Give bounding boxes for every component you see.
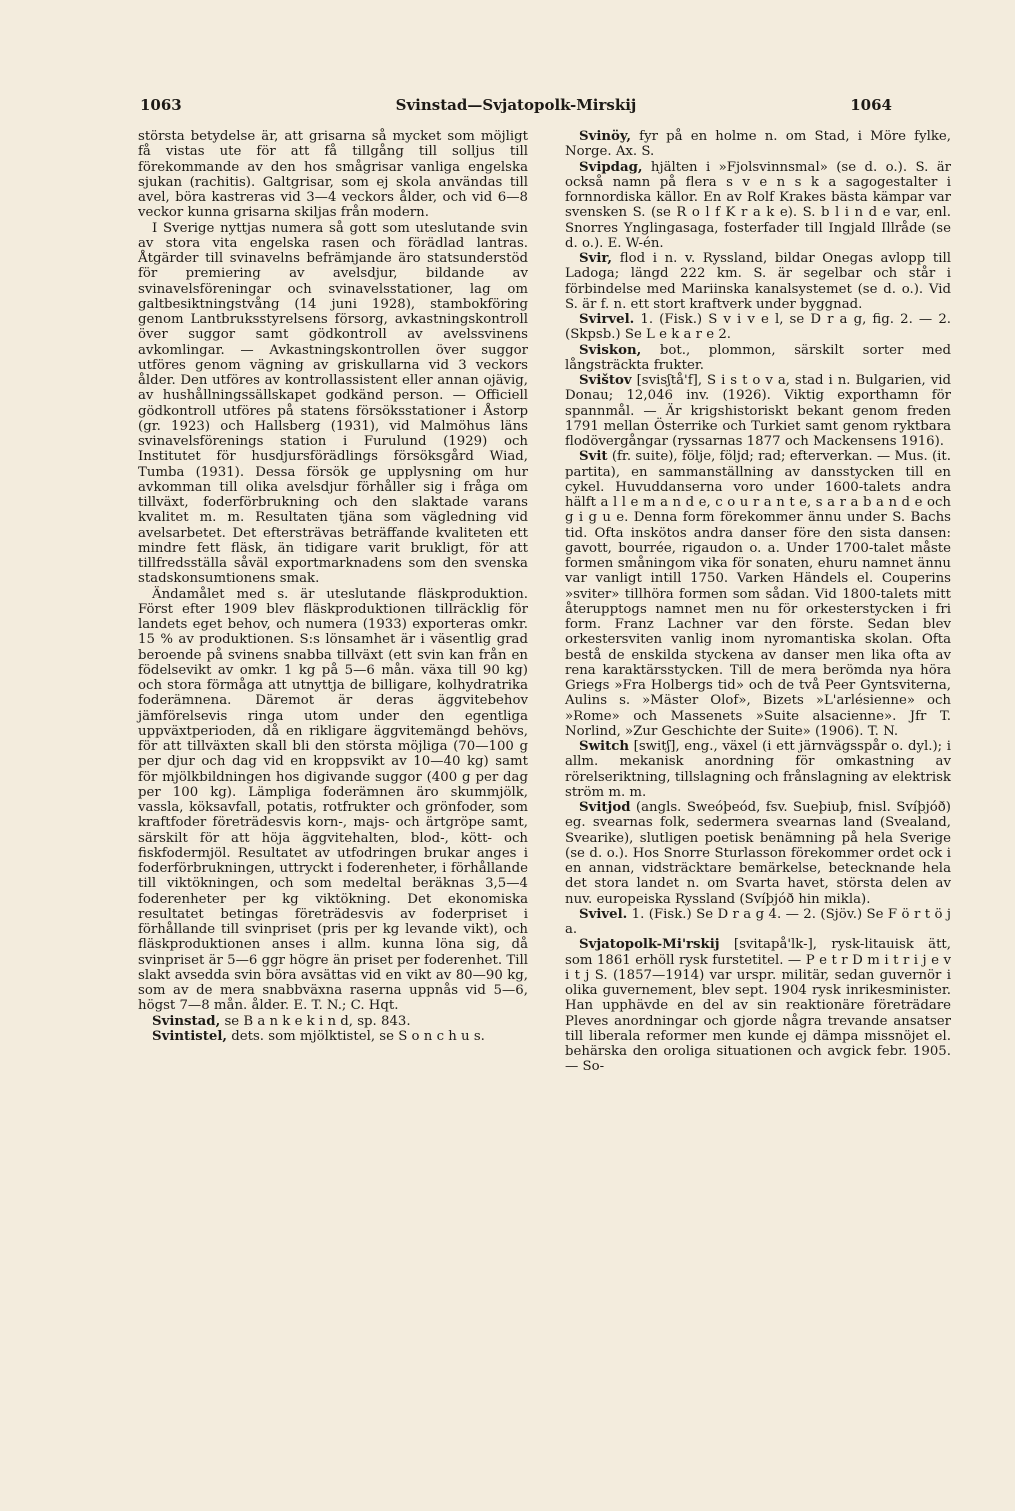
entry-text: bot., plommon, särskilt sorter med långsträckta frukter. bbox=[565, 342, 951, 373]
running-title: Svinstad—Svjatopolk-Mirskij bbox=[395, 96, 637, 114]
entry-text: 1. (Fisk.) S v i v e l, se D r a g, fig. 2. — 2. (Skpsb.) Se L e k a r e 2. bbox=[565, 312, 951, 343]
entry-text: (angls. Sweóþeód, fsv. Sueþiuþ, fnisl. Svíþjóð) eg. svearnas folk, sedermera svearnas land (Svealand, Svearike), slutligen poetisk benämning på hela Sverige (se d. o.). Hos Snorre Sturlasson förekommer ordet ock i en annan, vidsträcktare bemärkelse, betecknande hela det stora landet n. om Svarta havet, största delen av nuv. europeiska Ryssland (Svíþjóð hin mikla). bbox=[565, 800, 951, 907]
entry-headword: Svirvel. bbox=[579, 312, 635, 327]
entry-svit bbox=[565, 449, 951, 739]
page-header bbox=[140, 96, 892, 120]
entry-svistov bbox=[565, 373, 951, 449]
entry-headword: Svinstad, bbox=[152, 1013, 221, 1029]
entry-text: fyr på en holme n. om Stad, i Möre fylke, Norge. Ax. S. bbox=[565, 129, 951, 160]
entry-text: 1. (Fisk.) Se D r a g 4. — 2. (Sjöv.) Se F ö r t ö j a. bbox=[565, 906, 951, 937]
entry-text: se B a n k e k i n d, sp. 843. bbox=[220, 1013, 411, 1029]
entry-svinstad bbox=[138, 1014, 528, 1029]
entry-svitjod bbox=[565, 800, 951, 907]
paragraph bbox=[138, 221, 528, 587]
entry-svipdag bbox=[565, 160, 951, 252]
right-column bbox=[565, 129, 951, 1075]
entry-headword: Svir, bbox=[579, 251, 613, 266]
entry-sviskon bbox=[565, 343, 951, 374]
entry-headword: Switch bbox=[579, 739, 630, 754]
entry-svir bbox=[565, 251, 951, 312]
paragraph bbox=[138, 129, 528, 221]
entry-svinoy bbox=[565, 129, 951, 160]
entry-headword: Svitjod bbox=[579, 800, 631, 815]
paragraph bbox=[138, 587, 528, 1014]
entry-headword: Svintistel, bbox=[152, 1028, 228, 1044]
entry-headword: Svištov bbox=[579, 373, 632, 388]
paragraph-text: I Sverige nyttjas numera så gott som uteslutande svin av stora vita engelska rasen och förädlad lantras. Åtgärder till svinavelns befrämjande äro statsunderstöd för premiering av avelsdjur, bildande av svinavelsföreningar och svinavelsstationer, lag om galtbesiktningstvång (14 juni 1928), stambokföring genom Lantbruksstyrelsens försorg, avkastningskontroll över suggor samt gödkontroll av avelssvinens avkomlingar. — Avkastningskontrollen över suggor utföres genom vägning av griskullarna vid 3 veckors ålder. Den utföres av kontrollassistent eller annan ojävig, av hushållningssällskapet godkänd person. — Officiell gödkontroll utföres på statens försöksstationer i Åstorp (gr. 1923) och Hallsberg (1931), vid Malmöhus läns svinavelsförenings station i Furulund (1929) och Institutet för husdjursförädlings försöksgård Wiad, Tumba (1931). Dessa försök ge upplysning om hur avkomman till olika avelsdjur förhåller sig i fråga om tillväxt, foderförbrukning och den slaktade varans kvalitet m. m. Resultaten tjäna som vägledning vid avelsarbetet. Det eftersträvas beträffande kvaliteten ett mindre fett fläsk, än tidigare varit brukligt, för att tillfredsställa såväl exportmarknadens som den svenska stadskonsumtionens smak. bbox=[138, 220, 528, 587]
entry-svjatopolk-mirskij bbox=[565, 937, 951, 1074]
entry-svivel bbox=[565, 907, 951, 938]
entry-svintistel bbox=[138, 1029, 528, 1044]
entry-headword: Svjatopolk-Mi'rskij bbox=[579, 937, 720, 953]
page-number-right: 1064 bbox=[850, 96, 892, 114]
entry-text: (fr. suite), följe, följd; rad; efterverkan. — Mus. (it. partita), en sammanställning av dansstycken till en cykel. Huvuddanserna voro under 1600-talets andra hälft a l l e m a n d e, c o u r a n t e, s a r a b a n d e och g i g u e. Denna form förekommer ännu under S. Bachs tid. Ofta inskötos andra danser före den sista dansen: gavott, bourrée, rigaudon o. a. Under 1700-talet måste formen småningom vika för sonaten, ehuru namnet ännu var vanligt intill 1750. Varken Händels el. Couperins »sviter» tillhöra formen som sådan. Vid 1800-talets mitt återupptogs namnet men nu för orkesterstycken i fri form. Franz Lachner var den förste. Sedan blev orkestersviten vanlig inom nyromantiska skolan. Ofta bestå de enskilda styckena av danser men lika ofta av rena karaktärsstycken. Till de mera berömda nya höra Griegs »Fra Holbergs tid» och de två Peer Gyntsviterna, Aulins s. »Mäster Olof», Bizets »L'arlésienne» och »Rome» och Massenets »Suite alsacienne». Jfr T. Norlind, »Zur Geschichte der Suite» (1906). T. N. bbox=[565, 449, 951, 739]
entry-text: flod i n. v. Ryssland, bildar Onegas avlopp till Ladoga; längd 222 km. S. är segelbar och står i förbindelse med Mariinska kanalsystemet (se d. o.). Vid S. är f. n. ett stort kraftverk under byggnad. bbox=[565, 251, 951, 312]
entry-text: [svitapå'lk-], rysk-litauisk ätt, som 1861 erhöll rysk furstetitel. — P e t r D m i t r i j e v i t j S. (1857—1914) var urspr. militär, sedan guvernör i olika guvernement, blev sept. 1904 rysk inrikesminister. Han upphävde en del av sin reaktionäre företrädare Pleves anordningar och gjorde några trevande ansatser till liberala reformer men kunde ej dämpa missnöjet el. behärska den oroliga situationen och avgick febr. 1905. — So- bbox=[565, 937, 951, 1075]
entry-text: hjälten i »Fjolsvinnsmal» (se d. o.). S. är också namn på flera s v e n s k a sagogestalter i fornnordiska källor. En av Rolf Krakes bästa kämpar var svensken S. (se R o l f K r a k e). S. b l i n d e var, enl. Snorres Ynglingasaga, fosterfader till Ingjald Illråde (se d. o.). E. W-én. bbox=[565, 159, 951, 251]
entry-headword: Svipdag, bbox=[579, 159, 643, 175]
entry-headword: Svinöy, bbox=[579, 129, 631, 144]
entry-headword: Svit bbox=[579, 449, 608, 465]
page-number-left: 1063 bbox=[140, 96, 182, 114]
paragraph-text: Ändamålet med s. är uteslutande fläskproduktion. Först efter 1909 blev fläskproduktionen tillräcklig för landets eget behov, och numera (1933) exporteras omkr. 15 % av produktionen. S:s lönsamhet är i väsentlig grad beroende på svinens snabba tillväxt (ett svin kan från en födelsevikt av omkr. 1 kg på 5—6 mån. växa till 90 kg) och stora förmåga att utnyttja de billigare, kolhydratrika foderämnena. Däremot är deras äggvitebehov jämförelsevis ringa utom under den egentliga uppväxtperioden, då en rikligare äggvitemängd behövs, för att tillväxten skall bli den största möjliga (70—100 g per djur och dag vid en kroppsvikt av 10—40 kg) samt för mjölkbildningen hos digivande suggor (400 g per dag per 100 kg). Lämpliga foderämnen äro skummjölk, vassla, köksavfall, potatis, rotfrukter och grönfoder, som kraftfoder företrädesvis korn-, majs- och ärtgröpe samt, särskilt för att höja äggvitehalten, blod-, kött- och fiskfodermjöl. Resultatet av utfodringen brukar anges i foderförbrukningen, uttryckt i foderenheter, i förhållande till viktökningen, och som medeltal beräknas 3,5—4 foderenheter per kg viktökning. Det ekonomiska resultatet betingas företrädesvis av foderpriset i förhållande till svinpriset (pris per kg levande vikt), och fläskproduktionen anses i allm. kunna löna sig, då svinpriset är 5—6 ggr högre än priset per foderenhet. Till slakt avsedda svin böra avsättas vid en vikt av 80—90 kg, som av de mera snabbväxna raserna uppnås vid 5—6, högst 7—8 mån. ålder. E. T. N.; C. Hqt. bbox=[138, 586, 528, 1014]
entry-text: dets. som mjölktistel, se S o n c h u s. bbox=[227, 1028, 485, 1044]
entry-headword: Sviskon, bbox=[579, 342, 642, 358]
left-column bbox=[138, 129, 528, 1044]
entry-text: [svisʃtå'f], S i s t o v a, stad i n. Bulgarien, vid Donau; 12,046 inv. (1926). Viktig exporthamn för spannmål. — Är krigshistoriskt bekant genom freden 1791 mellan Österrike och Turkiet samt genom ryktbara flodövergångar (ryssarnas 1877 och Mackensens 1916). bbox=[565, 373, 951, 449]
entry-headword: Svivel. bbox=[579, 906, 628, 922]
entry-svirvel bbox=[565, 312, 951, 343]
entry-switch bbox=[565, 739, 951, 800]
paragraph-text: största betydelse är, att grisarna så mycket som möjligt få vistas ute för att få tillgång till solljus till förekommande av den hos smågrisar vanliga engelska sjukan (rachitis). Galtgrisar, som ej skola användas till avel, böra kastreras vid 3—4 veckors ålder, och vid 6—8 veckor kunna grisarna skiljas från modern. bbox=[138, 129, 528, 221]
entry-text: [switʃ], eng., växel (i ett järnvägsspår o. dyl.); i allm. mekanisk anordning för omkastning av rörelseriktning, tillslagning och frånslagning av elektrisk ström m. m. bbox=[565, 739, 951, 800]
